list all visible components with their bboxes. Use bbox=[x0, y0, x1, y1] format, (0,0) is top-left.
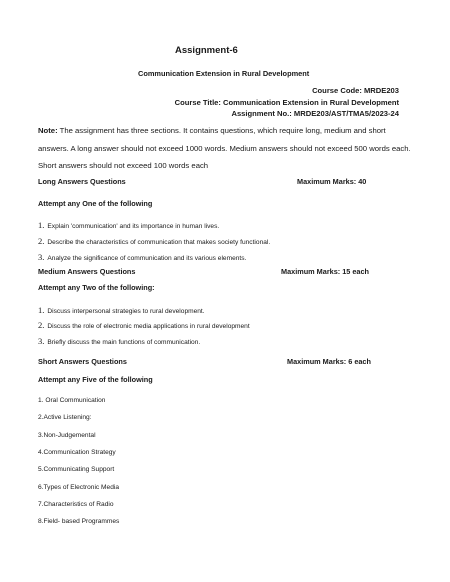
document-subtitle: Communication Extension in Rural Development bbox=[138, 69, 310, 78]
assignment-number: Assignment No.: MRDE203/AST/TMA5/2023-24 bbox=[231, 109, 399, 118]
question-number: 1. bbox=[38, 305, 45, 315]
short-item-5: 5.Communicating Support bbox=[38, 466, 115, 473]
question-text: Explain 'communication' and its importance in human lives. bbox=[47, 223, 220, 230]
long-section-marks: Maximum Marks: 40 bbox=[297, 177, 367, 186]
note-text: The assignment has three sections. It contains questions, which require long, medium and short answers. A long answer should not exceed 1000 words. Medium answers should not exceed 500 words each. Short answers should not exceed 100 words each bbox=[38, 126, 411, 170]
short-item-4: 4.Communication Strategy bbox=[38, 449, 116, 456]
course-title: Course Title: Communication Extension in Rural Development bbox=[174, 98, 399, 107]
assignment-note bbox=[38, 122, 414, 175]
note-label: Note: bbox=[38, 126, 58, 135]
short-item-1: 1. Oral Communication bbox=[38, 397, 106, 404]
assignment-title: Assignment-6 bbox=[175, 45, 238, 56]
short-section-heading: Short Answers Questions bbox=[38, 357, 127, 366]
medium-question-2 bbox=[38, 320, 250, 330]
short-item-6: 6.Types of Electronic Media bbox=[38, 484, 119, 491]
question-text: Describe the characteristics of communication that makes society functional. bbox=[47, 239, 271, 246]
question-number: 2. bbox=[38, 236, 45, 246]
long-section-heading: Long Answers Questions bbox=[38, 177, 126, 186]
medium-section-marks: Maximum Marks: 15 each bbox=[281, 267, 370, 276]
long-section-instruction: Attempt any One of the following bbox=[38, 199, 153, 208]
short-item-3: 3.Non-Judgemental bbox=[38, 432, 96, 439]
question-number: 2. bbox=[38, 320, 45, 330]
short-item-2: 2.Active Listening: bbox=[38, 414, 92, 421]
question-text: Analyze the significance of communication and its various elements. bbox=[47, 255, 247, 262]
long-question-2 bbox=[38, 236, 270, 246]
question-text: Briefly discuss the main functions of communication. bbox=[47, 339, 201, 346]
long-question-1 bbox=[38, 220, 219, 230]
short-item-8: 8.Field- based Programmes bbox=[38, 518, 120, 525]
question-text: Discuss interpersonal strategies to rural development. bbox=[47, 308, 205, 315]
course-code: Course Code: MRDE203 bbox=[312, 86, 399, 95]
question-number: 1. bbox=[38, 220, 45, 230]
question-text: Discuss the role of electronic media applications in rural development bbox=[47, 323, 250, 330]
medium-section-instruction: Attempt any Two of the following: bbox=[38, 283, 155, 292]
short-section-marks: Maximum Marks: 6 each bbox=[287, 357, 371, 366]
medium-section-heading: Medium Answers Questions bbox=[38, 267, 136, 276]
question-number: 3. bbox=[38, 336, 45, 346]
medium-question-3 bbox=[38, 336, 200, 346]
medium-question-1 bbox=[38, 305, 205, 315]
short-section-instruction: Attempt any Five of the following bbox=[38, 375, 153, 384]
short-item-7: 7.Characteristics of Radio bbox=[38, 501, 114, 508]
question-number: 3. bbox=[38, 252, 45, 262]
long-question-3 bbox=[38, 252, 246, 262]
